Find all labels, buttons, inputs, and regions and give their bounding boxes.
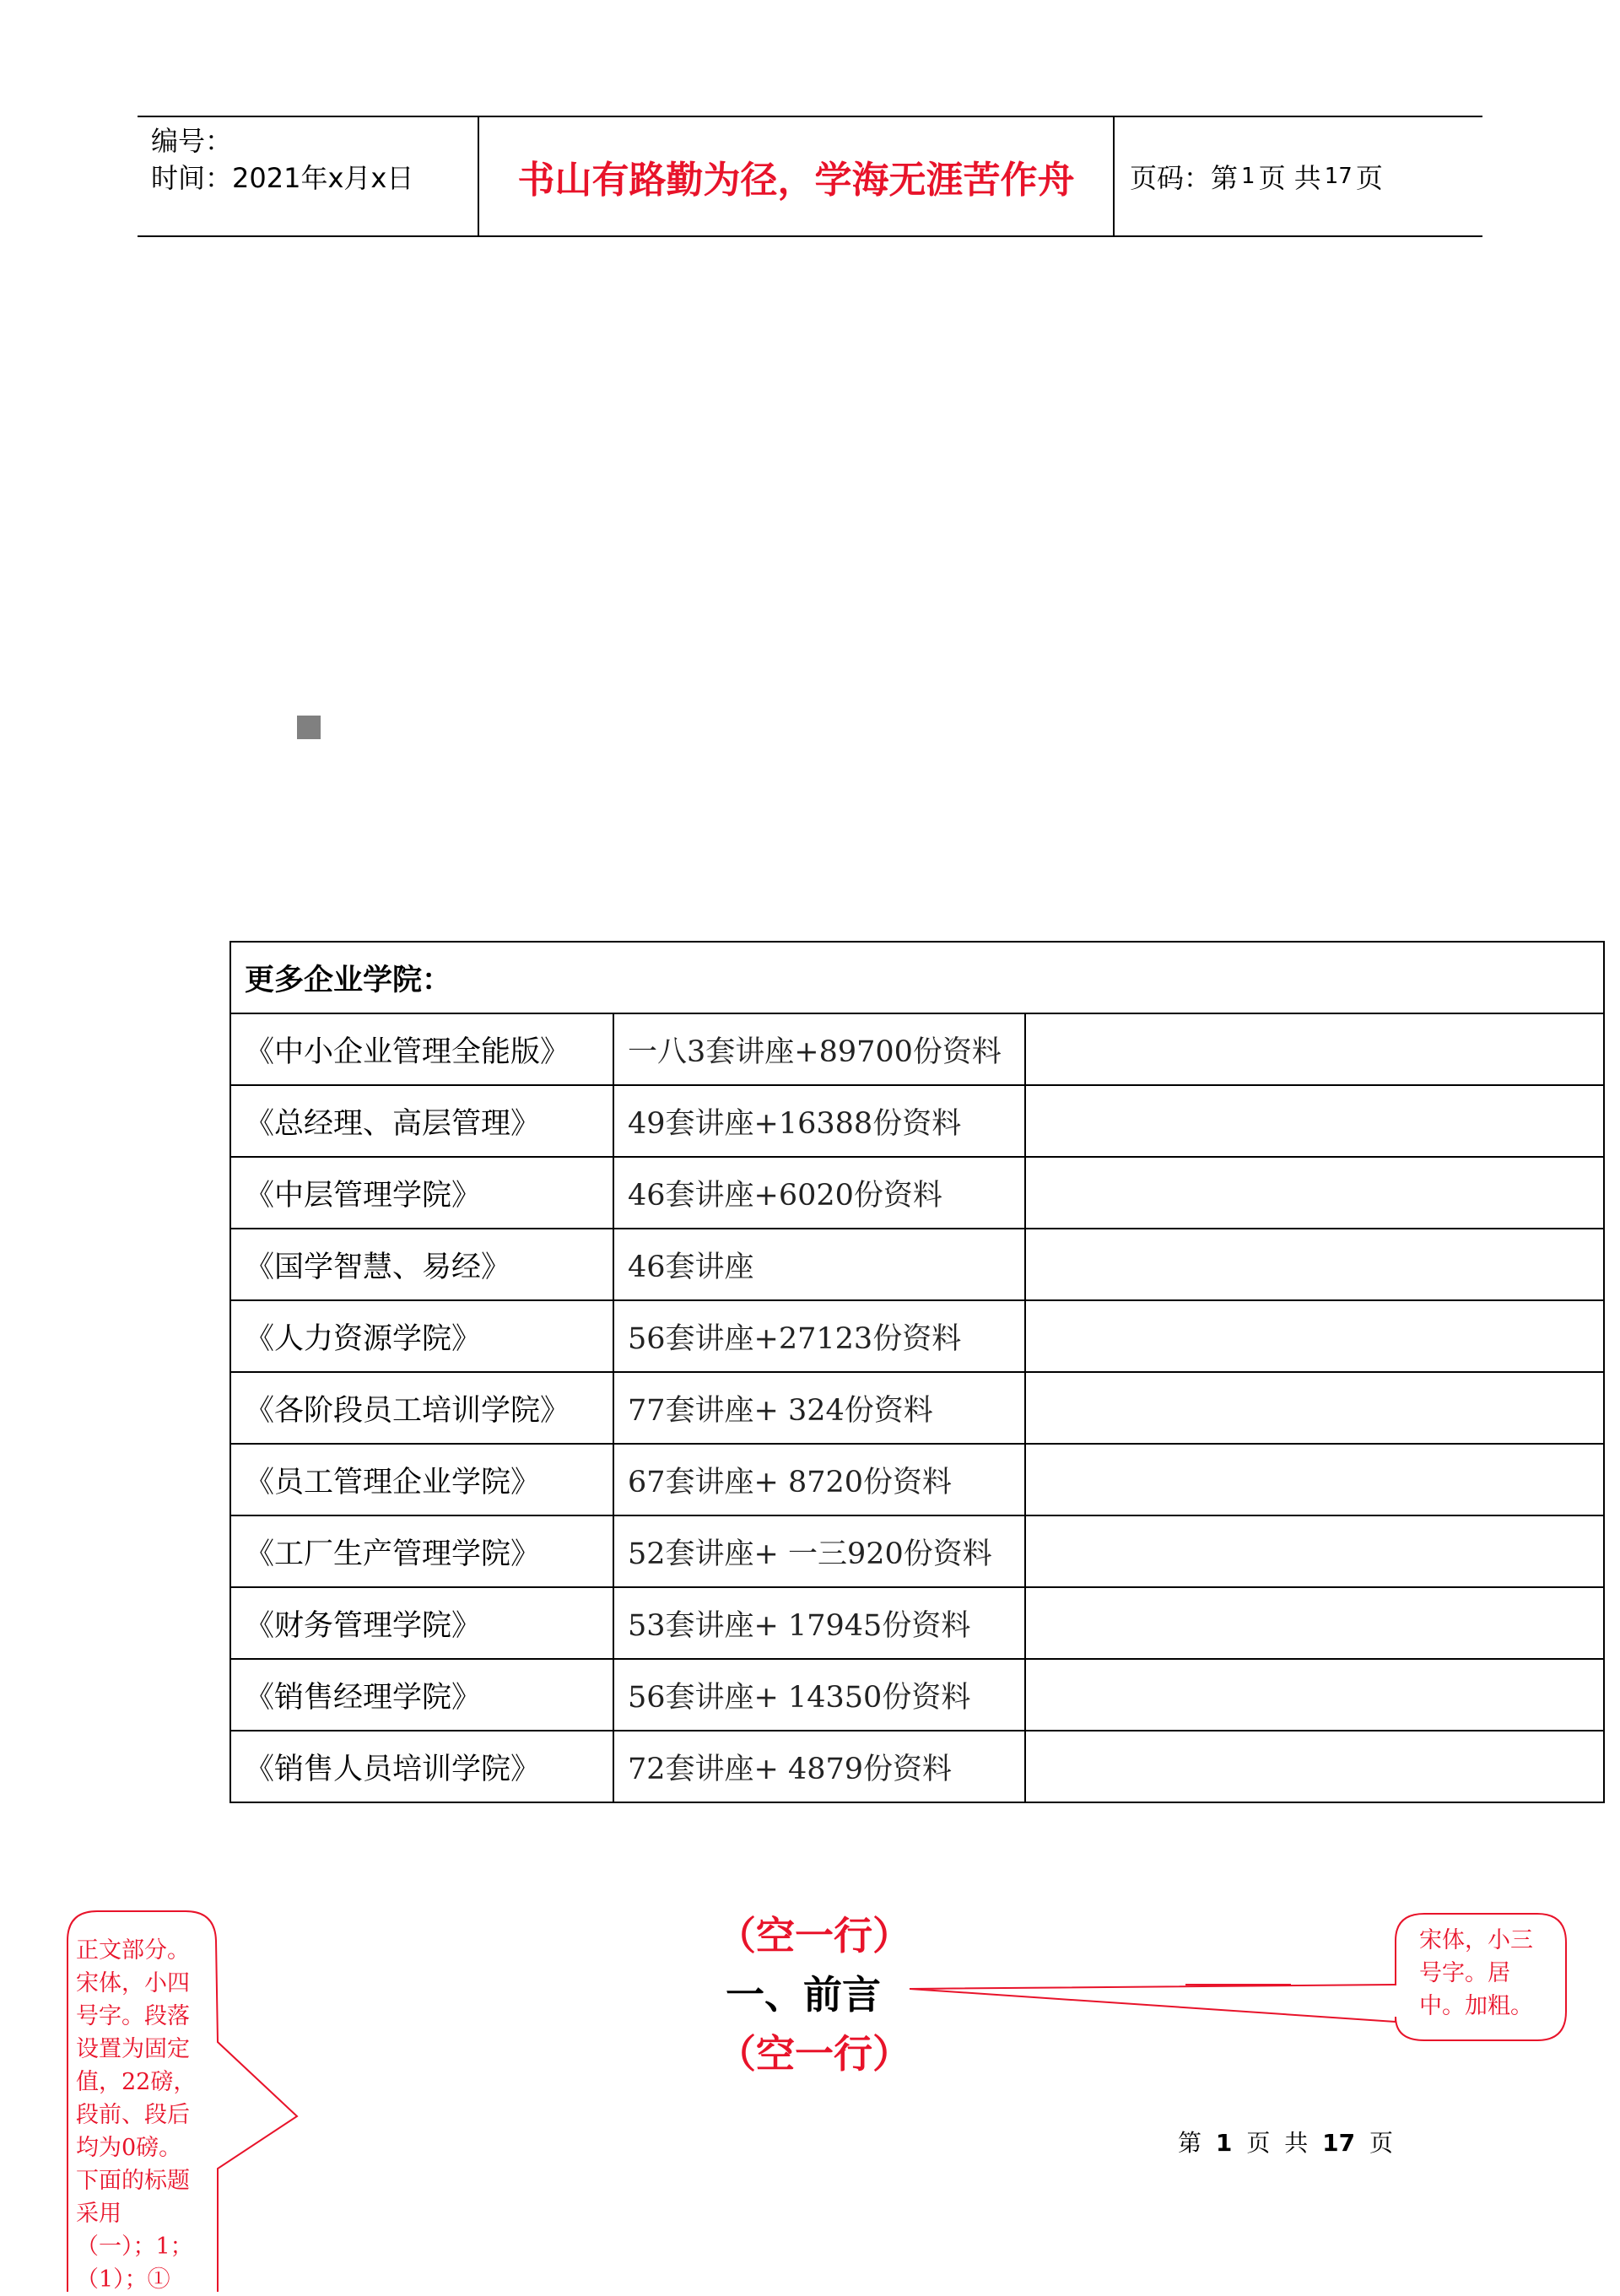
college-name: 《中小企业管理全能版》: [230, 1013, 613, 1085]
footer-total: 17: [1322, 2129, 1356, 2157]
college-name: 《员工管理企业学院》: [230, 1444, 613, 1515]
left-callout-text: 正文部分。宋体，小四号字。段落设置为固定值，22磅，段前、段后均为0磅。下面的标题采用（一）；1；（1）；①: [76, 1937, 197, 2293]
footer-mid: 页 共: [1246, 2129, 1309, 2157]
college-content: 72套讲座+ 4879份资料: [613, 1731, 1025, 1802]
college-name: 《国学智慧、易经》: [230, 1229, 613, 1300]
college-name: 《中层管理学院》: [230, 1157, 613, 1229]
page-prefix: 页码：第: [1130, 162, 1239, 194]
college-content: 49套讲座+16388份资料: [613, 1085, 1025, 1157]
footer-suffix: 页: [1369, 2129, 1394, 2157]
college-content: 一八3套讲座+89700份资料: [613, 1013, 1025, 1085]
preface-heading: 一、前言: [726, 1972, 881, 2018]
page-current: 1: [1241, 164, 1256, 189]
footer-current: 1: [1215, 2129, 1233, 2157]
blank-line-bottom: （空一行）: [717, 2031, 911, 2077]
footer-prefix: 第: [1178, 2129, 1202, 2157]
header-motto: 书山有路勤为径，学海无涯苦作舟: [479, 117, 1115, 235]
college-content: 67套讲座+ 8720份资料: [613, 1444, 1025, 1515]
college-content: 56套讲座+27123份资料: [613, 1300, 1025, 1372]
page-suffix: 页: [1355, 162, 1383, 194]
college-name: 《财务管理学院》: [230, 1587, 613, 1659]
college-name: 《销售人员培训学院》: [230, 1731, 613, 1802]
serial-label: 编号：: [151, 125, 233, 157]
college-name: 《人力资源学院》: [230, 1300, 613, 1372]
college-content: 56套讲座+ 14350份资料: [613, 1659, 1025, 1731]
right-callout-text: 宋体，小三号字。居中。加粗。: [1419, 1927, 1533, 2019]
college-content: 46套讲座+6020份资料: [613, 1157, 1025, 1229]
page-total: 17: [1324, 164, 1353, 189]
college-name: 《工厂生产管理学院》: [230, 1515, 613, 1587]
blank-line-top: （空一行）: [717, 1913, 911, 1958]
college-name: 《各阶段员工培训学院》: [230, 1372, 613, 1444]
time-label: 时间：2021年x月x日: [151, 162, 414, 194]
college-content: 53套讲座+ 17945份资料: [613, 1587, 1025, 1659]
college-name: 《总经理、高层管理》: [230, 1085, 613, 1157]
table-header: 更多企业学院：: [230, 942, 1604, 1013]
college-name: 《销售经理学院》: [230, 1659, 613, 1731]
page-footer: [1178, 2125, 1393, 2158]
college-content: 46套讲座: [613, 1229, 1025, 1300]
college-content: 77套讲座+ 324份资料: [613, 1372, 1025, 1444]
college-content: 52套讲座+ 一三920份资料: [613, 1515, 1025, 1587]
page-mid: 页 共: [1258, 162, 1321, 194]
